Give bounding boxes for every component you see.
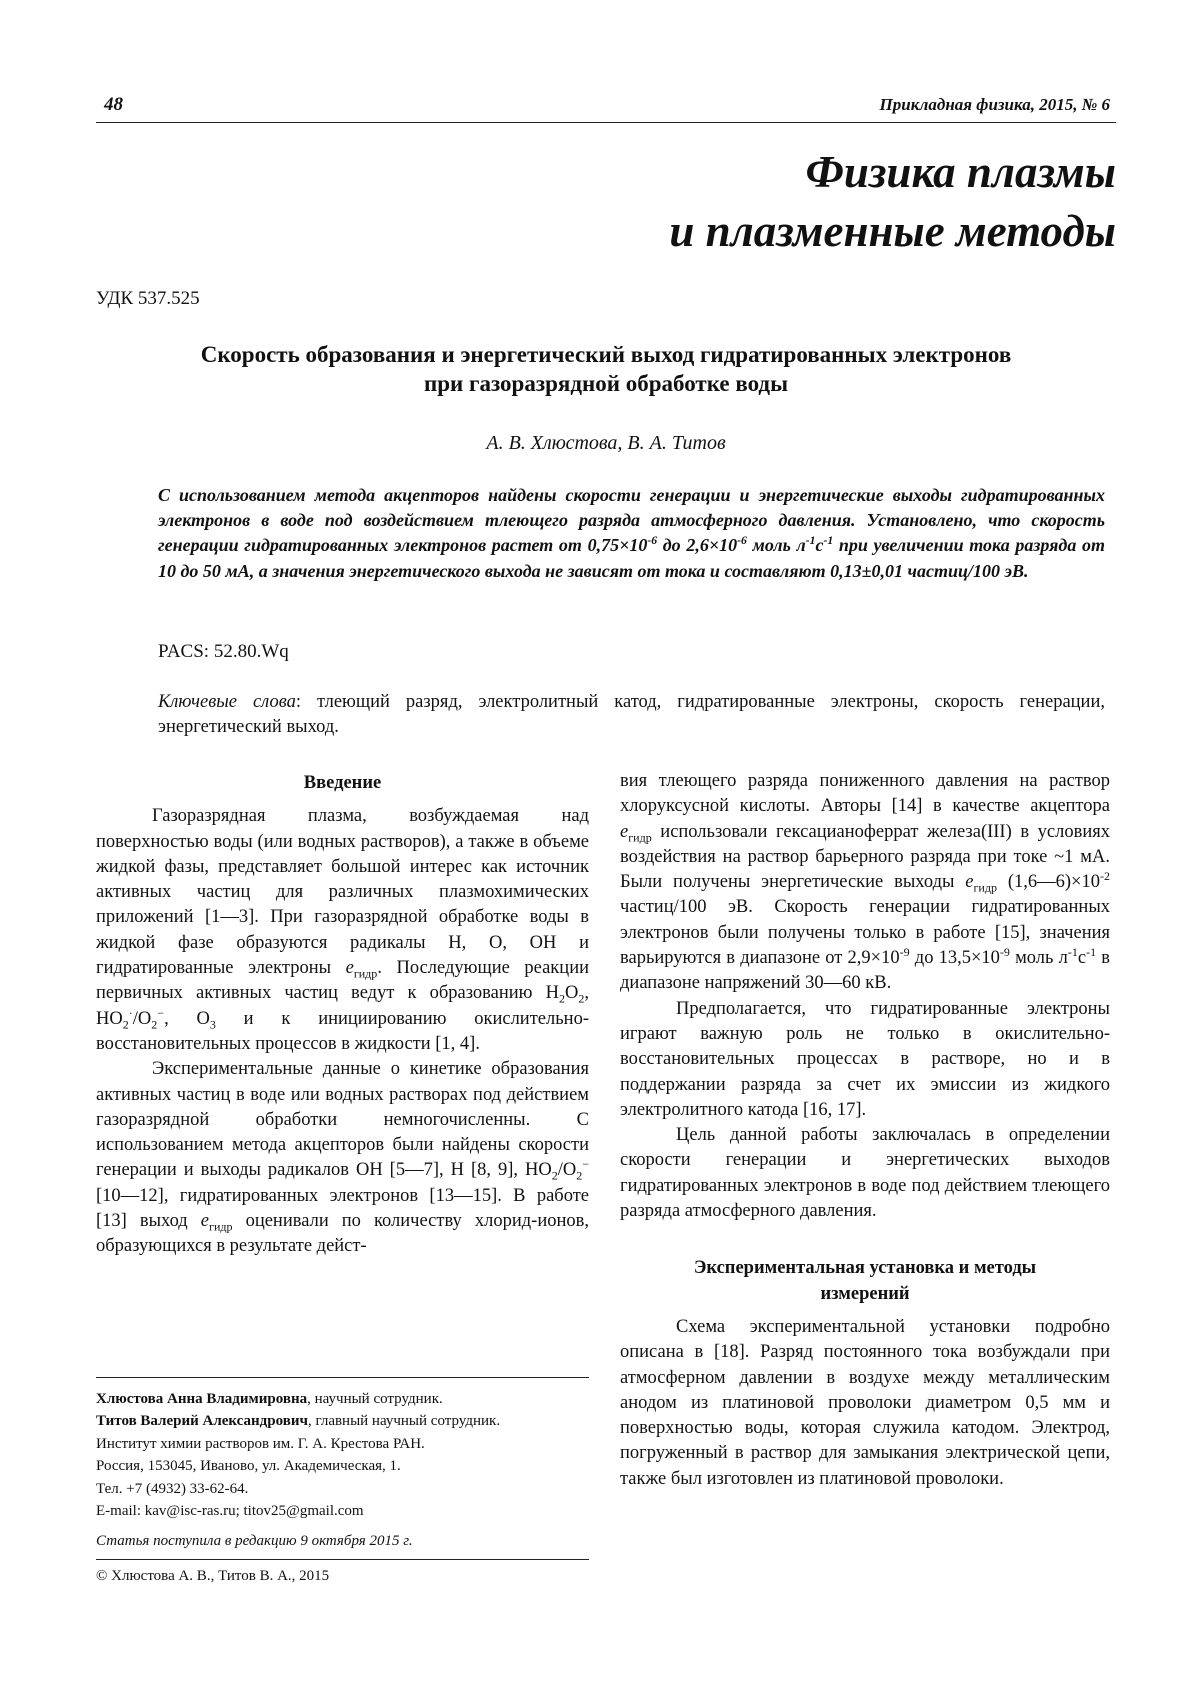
intro-heading: Введение xyxy=(303,773,382,793)
right-paragraph-1: вия тлеющего разряда пониженного давления на раствор хлоруксусной кислоты. Авторы [14] в качестве акцептора $e_{гидр}$ использовали гексацианоферрат железа(III) в условиях воздействия на раствор барьерного разряда при токе ~1 мА. Были получены энергетические выходы $e_{гидр}$ $(1,6—6)\times 10^{-2}$ частиц/100 эВ. Скорость генерации гидратированных электронов были получены только в работе [15], значения варьируются в диапазоне от $2,9\times 10^{-9}$ до $13,5\times 10^{-9}$ моль $л^{-1}с^{-1}$ в диапазоне напряжений 30—60 кВ. xyxy=(620,771,1110,994)
copyright: © Хлюстова А. В., Титов В. А., 2015 xyxy=(96,1567,330,1584)
section-title-line1: Физика плазмы xyxy=(805,147,1116,197)
intro-paragraph-2: Экспериментальные данные о кинетике образования активных частиц в воде или водных растворах под действием газоразрядной обработки немногочисленны. С использованием метода акцепторов были найдены скорости генерации и выходы радикалов OH [5—7], H [8, 9], $HO_2/O_2^-$ [10—12], гидратированных электронов [13—15]. В работе [13] выход $e_{гидр}$ оценивали по количеству хлорид-ионов, образующихся в результате дейст- xyxy=(96,1059,589,1257)
institute: Институт химии растворов им. Г. А. Крестова РАН. xyxy=(96,1435,425,1452)
article-title-line1: Скорость образования и энергетический выход гидратированных электронов xyxy=(200,342,1012,367)
article-title-line2: при газоразрядной обработке воды xyxy=(423,371,789,396)
page-number: 48 xyxy=(104,94,123,115)
right-paragraph-2: Предполагается, что гидратированные электроны играют важную роль не только в окислительно-восстановительных процессах в растворе, но и в поддержании разряда за счет их эмиссии из жидкого электролитного катода [16, 17]. xyxy=(620,998,1110,1120)
article-title xyxy=(96,340,1116,398)
pacs-code: PACS: 52.80.Wq xyxy=(158,641,289,662)
phone: Тел. +7 (4932) 33-62-64. xyxy=(96,1480,249,1497)
right-column xyxy=(620,769,1110,1492)
received-date: Статья поступила в редакцию 9 октября 2015 г. xyxy=(96,1530,589,1559)
keywords-label: Ключевые слова xyxy=(158,692,296,712)
section-title xyxy=(669,143,1116,261)
author-2: Титов Валерий Александрович, главный научный сотрудник. xyxy=(96,1413,501,1430)
author-1: Хлюстова Анна Владимировна, научный сотрудник. xyxy=(96,1391,443,1407)
author-footnote xyxy=(96,1377,589,1587)
intro-paragraph-1: Газоразрядная плазма, возбуждаемая над поверхностью воды (или водных растворов), а также в объеме жидкой фазы, представляет большой интерес как источник активных частиц для различных плазмохимических приложений [1—3]. При газоразрядной обработке воды в жидкой фазе образуются радикалы H, O, OH и гидратированные электроны $e_{гидр}$. Последующие реакции первичных активных частиц ведут к образованию $H_2O_2$, $HO_2^\cdot/O_2^-$, $O_3$ и к инициированию окислительно-восстановительных процессов в жидкости [1, 4]. xyxy=(96,806,589,1054)
udk-code: УДК 537.525 xyxy=(96,288,200,309)
methods-heading: Экспериментальная установка и методы измерений xyxy=(693,1258,1037,1304)
authors: А. В. Хлюстова, В. А. Титов xyxy=(486,432,726,454)
address: Россия, 153045, Иваново, ул. Академическая, 1. xyxy=(96,1458,401,1475)
keywords xyxy=(158,690,1105,740)
keywords-text: : тлеющий разряд, электролитный катод, гидратированные электроны, скорость генерации, энергетический выход. xyxy=(158,692,1105,737)
page-header xyxy=(96,92,1116,123)
section-title-line2: и плазменные методы xyxy=(669,206,1116,256)
left-column xyxy=(96,771,589,1260)
right-paragraph-4: Схема экспериментальной установки подробно описана в [18]. Разряд постоянного тока возбуждали при атмосферном давлении в воздухе между металлическим анодом из платиновой проволоки диаметром 0,5 мм и поверхностью воды, которая служила катодом. Электрод, погруженный в раствор для замыкания электрической цепи, также был изготовлен из платиновой проволоки. xyxy=(620,1316,1110,1489)
right-paragraph-3: Цель данной работы заключалась в определении скорости генерации и энергетических выходов гидратированных электронов в воде под действием тлеющего разряда атмосферного давления. xyxy=(620,1125,1110,1222)
abstract: С использованием метода акцепторов найдены скорости генерации и энергетические выходы гидратированных электронов в воде под воздействием тлеющего разряда атмосферного давления. Установлено, что скорость генерации гидратированных электронов растет от $0,75\times 10^{-6}$ до $2,6\times 10^{-6}$ моль $л^{-1}с^{-1}$ при увеличении тока разряда от 10 до 50 мА, а значения энергетического выхода не зависят от тока и составляют 0,13±0,01 частиц/100 эВ. xyxy=(158,485,1105,581)
journal-title: Прикладная физика, 2015, № 6 xyxy=(879,95,1110,114)
email: E-mail: kav@isc-ras.ru; titov25@gmail.com xyxy=(96,1503,364,1520)
